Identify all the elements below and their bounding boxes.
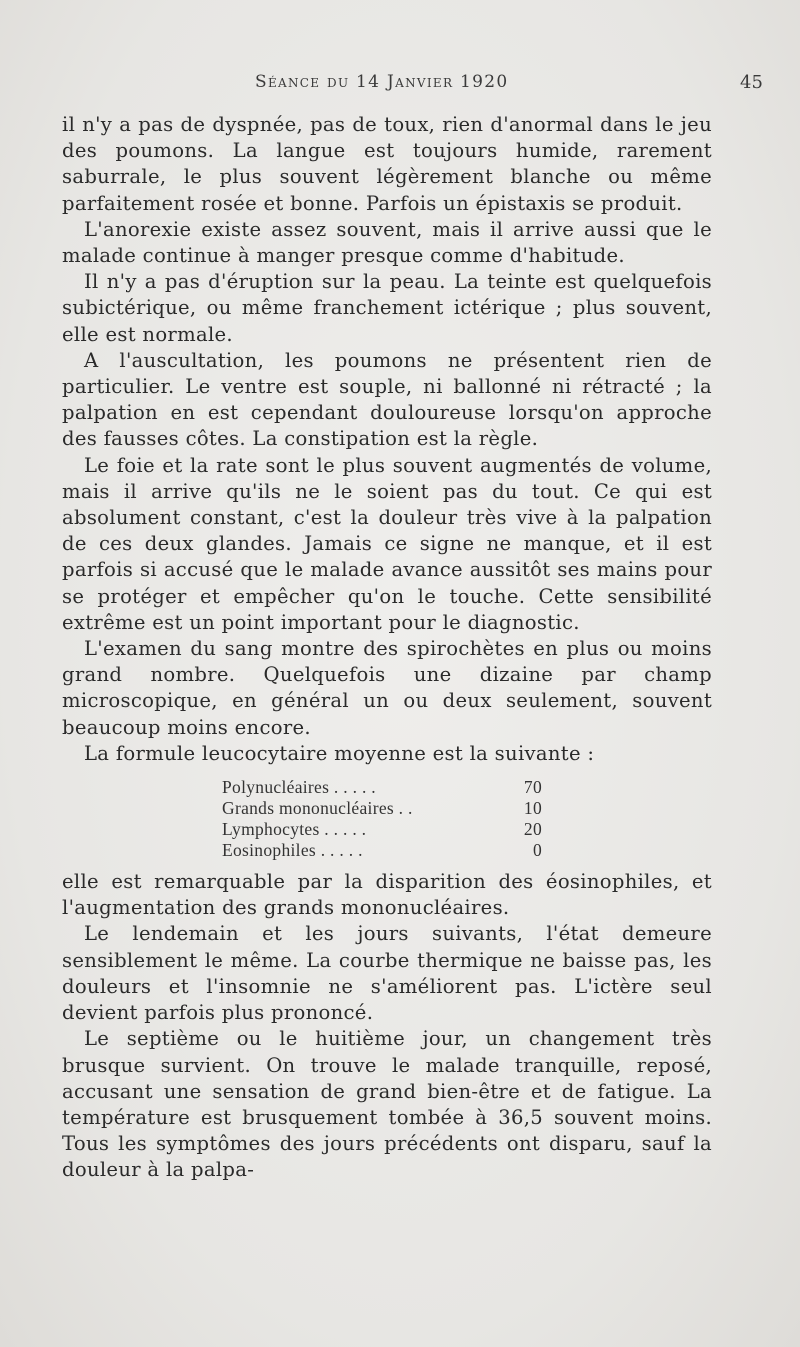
paragraph: Il n'y a pas d'éruption sur la peau. La teinte est quelquefois subictérique, ou même franchement ictérique ; plus souvent, elle est normale.: [62, 270, 712, 346]
cell-label: Eosinophiles . . . . .: [222, 840, 363, 861]
page-number: 45: [740, 72, 763, 93]
paragraph: Le lendemain et les jours suivants, l'état demeure sensiblement le même. La courbe thermique ne baisse pas, les douleurs et l'insomnie ne s'améliorent pas. L'ictère seul devient parfois plus prononcé.: [62, 922, 712, 1025]
paragraph: L'examen du sang montre des spirochètes en plus ou moins grand nombre. Quelquefois une dizaine par champ microscopique, en général un ou deux seulement, souvent beaucoup moins encore.: [62, 637, 712, 739]
table-row: [222, 798, 542, 819]
running-head: [0, 72, 800, 98]
paragraph: il n'y a pas de dyspnée, pas de toux, rien d'anormal dans le jeu des poumons. La langue est toujours humide, rarement saburrale, le plus souvent légèrement blanche ou même parfaitement rosée et bonne. Parfois un épistaxis se produit.: [62, 113, 712, 215]
paragraph: Le foie et la rate sont le plus souvent augmentés de volume, mais il arrive qu'ils ne le soient pas du tout. Ce qui est absolument constant, c'est la douleur très vive à la palpation de ces deux glandes. Jamais ce signe ne manque, et il est parfois si accusé que le malade avance aussitôt ses mains pour se protéger et empêcher qu'on le touche. Cette sensibilité extrême est un point important pour le diagnostic.: [62, 453, 712, 634]
cell-label: Polynucléaires . . . . .: [222, 777, 376, 798]
text-block: [62, 112, 712, 1184]
cell-label: Lymphocytes . . . . .: [222, 819, 367, 840]
cell-value: 70: [523, 777, 542, 798]
cell-value: 10: [523, 798, 542, 819]
cell-value: 0: [532, 840, 542, 861]
paragraph: elle est remarquable par la disparition des éosinophiles, et l'augmentation des grands mononucléaires.: [62, 870, 712, 920]
paragraph: L'anorexie existe assez souvent, mais il arrive aussi que le malade continue à manger presque comme d'habitude.: [62, 217, 712, 268]
table-row: [222, 819, 542, 840]
table-row: [222, 777, 542, 798]
cell-value: 20: [523, 819, 542, 840]
paragraph: A l'auscultation, les poumons ne présentent rien de particulier. Le ventre est souple, ni ballonné ni rétracté ; la palpation en est cependant douloureuse lorsqu'on approche des fausses côtes. La constipation est la règle.: [62, 348, 712, 451]
paragraph: La formule leucocytaire moyenne est la suivante :: [84, 741, 595, 765]
table-row: [222, 840, 542, 861]
running-title: Séance du 14 Janvier 1920: [255, 72, 509, 92]
cell-label: Grands mononucléaires . .: [222, 798, 413, 819]
paragraph: Le septième ou le huitième jour, un changement très brusque survient. On trouve le malade tranquille, reposé, accusant une sensation de grand bien-être et de fatigue. La température est brusquement tombée à 36,5 souvent moins. Tous les symptômes des jours précédents ont disparu, sauf la douleur à la palpa-: [62, 1027, 712, 1182]
leukocyte-formula-table: [222, 777, 542, 861]
